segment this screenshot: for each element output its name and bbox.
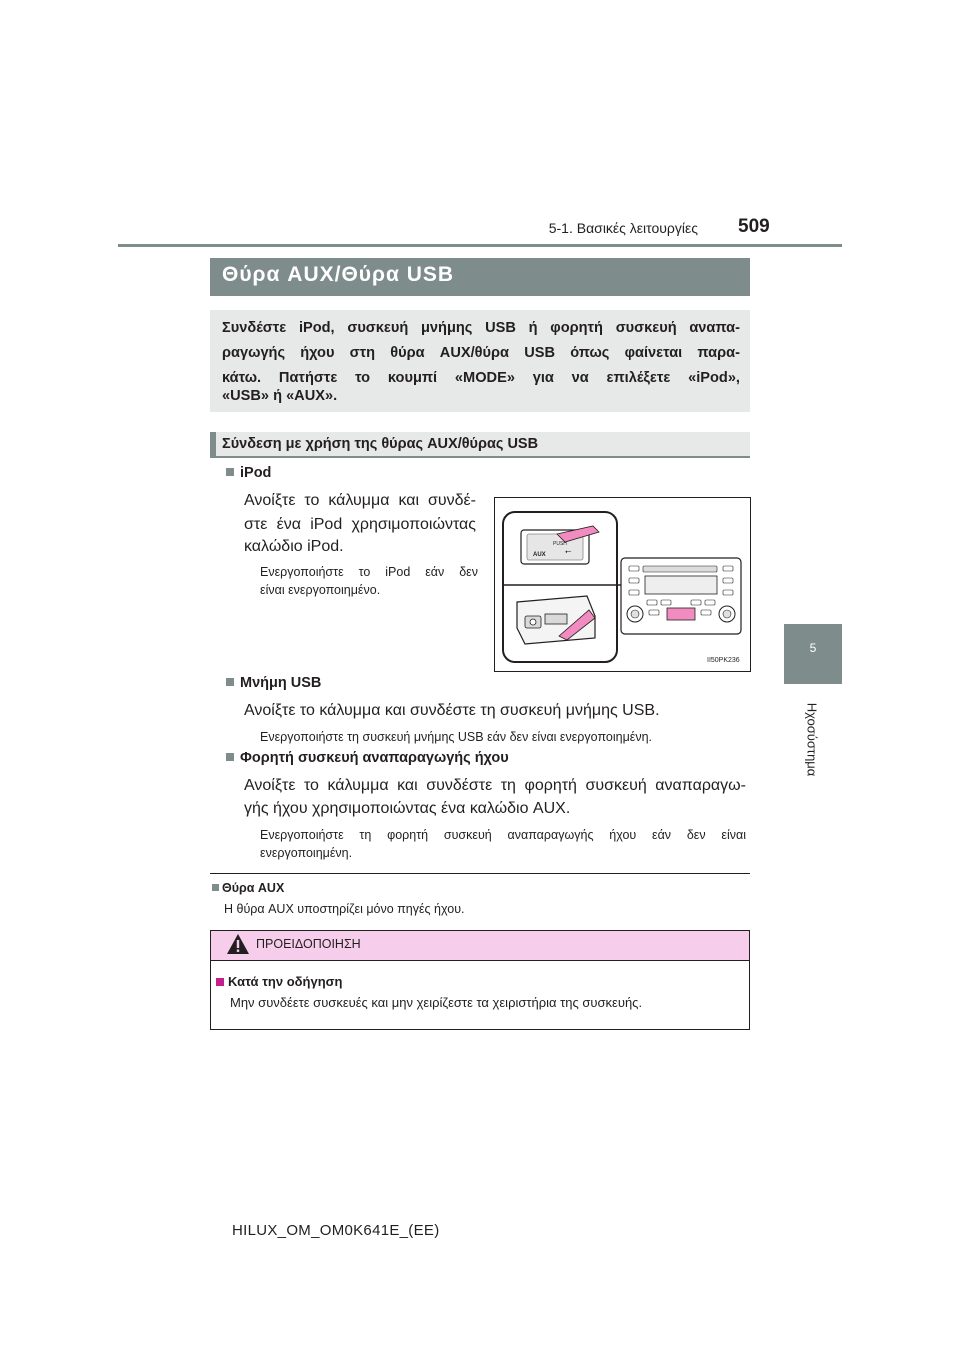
aux-note-title (212, 881, 284, 895)
chapter-label-text: Ηχοσύστημα (804, 702, 820, 777)
usb-body: Ανοίξτε το κάλυμμα και συνδέστε τη συσκευή μνήμης USB. (244, 702, 660, 719)
ipod-note-line-2: είναι ενεργοποιημένο. (260, 583, 381, 597)
portable-heading (226, 750, 509, 766)
section-rule (210, 873, 750, 874)
ipod-heading (226, 465, 271, 481)
square-bullet-icon (226, 753, 234, 761)
warning-title: ΠΡΟΕΙΔΟΠΟΙΗΣΗ (256, 937, 361, 951)
ipod-body-line-3: καλώδιο iPod. (244, 538, 344, 555)
aux-note-title-text: Θύρα AUX (222, 881, 285, 895)
section-heading: 5-1. Βασικές λειτουργίες (548, 220, 698, 236)
svg-text:⭠: ⭠ (565, 547, 572, 556)
square-bullet-icon (212, 884, 219, 891)
figure-code: II50PK236 (707, 657, 740, 664)
intro-line-1: Συνδέστε iPod, συσκευή μνήμης USB ή φορητή συσκευή αναπα- (222, 320, 740, 336)
intro-line-2: ραγωγής ήχου στη θύρα AUX/θύρα USB όπως φαίνεται παρα- (222, 345, 740, 361)
ipod-body-line-1: Ανοίξτε το κάλυμμα και συνδέ- (244, 492, 476, 509)
subsection-marker (210, 432, 216, 458)
square-bullet-icon (216, 978, 224, 986)
portable-note-line-2: ενεργοποιημένη. (260, 846, 353, 860)
usb-heading (226, 675, 321, 691)
aux-usb-port-illustration (494, 497, 751, 672)
intro-line-4: «USB» ή «AUX». (222, 388, 338, 404)
square-bullet-icon (226, 678, 234, 686)
illustration-svg (495, 498, 750, 671)
warning-triangle-icon (226, 933, 250, 960)
warning-item-heading-text: Κατά την οδήγηση (228, 974, 343, 989)
ipod-body-line-2: στε ένα iPod χρησιμοποιώντας (244, 516, 476, 533)
usb-heading-text: Μνήμη USB (240, 675, 322, 691)
header-rule (118, 244, 842, 247)
page-title: Θύρα AUX/Θύρα USB (222, 263, 455, 286)
usb-note: Ενεργοποιήστε τη συσκευή μνήμης USB εάν δεν είναι ενεργοποιημένη. (260, 730, 653, 744)
document-footer: HILUX_OM_OM0K641E_(EE) (232, 1222, 440, 1239)
chapter-number: 5 (809, 641, 817, 655)
push-label: PUSH (553, 541, 567, 547)
ipod-note-line-1: Ενεργοποιήστε το iPod εάν δεν (260, 565, 478, 579)
portable-note-line-1: Ενεργοποιήστε τη φορητή συσκευή αναπαραγωγής ήχου εάν δεν είναι (260, 828, 746, 842)
page-number: 509 (738, 216, 770, 237)
ipod-heading-text: iPod (240, 465, 272, 481)
portable-body-line-2: γής ήχου χρησιμοποιώντας ένα καλώδιο AUX. (244, 800, 571, 817)
warning-item-heading (216, 974, 342, 989)
warning-item-text: Μην συνδέετε συσκευές και μην χειρίζεστε τα χειριστήρια της συσκευής. (230, 995, 643, 1010)
intro-line-3: κάτω. Πατήστε το κουμπί «MODE» για να επιλέξετε «iPod», (222, 370, 740, 386)
portable-body-line-1: Ανοίξτε το κάλυμμα και συνδέστε τη φορητή συσκευή αναπαραγω- (244, 777, 746, 794)
chapter-label (802, 692, 822, 792)
portable-heading-text: Φορητή συσκευή αναπαραγωγής ήχου (240, 750, 509, 766)
aux-label: AUX (533, 552, 546, 558)
square-bullet-icon (226, 468, 234, 476)
subsection-title: Σύνδεση με χρήση της θύρας AUX/θύρας USB (222, 436, 539, 452)
aux-note-text: Η θύρα AUX υποστηρίζει μόνο πηγές ήχου. (224, 902, 465, 916)
